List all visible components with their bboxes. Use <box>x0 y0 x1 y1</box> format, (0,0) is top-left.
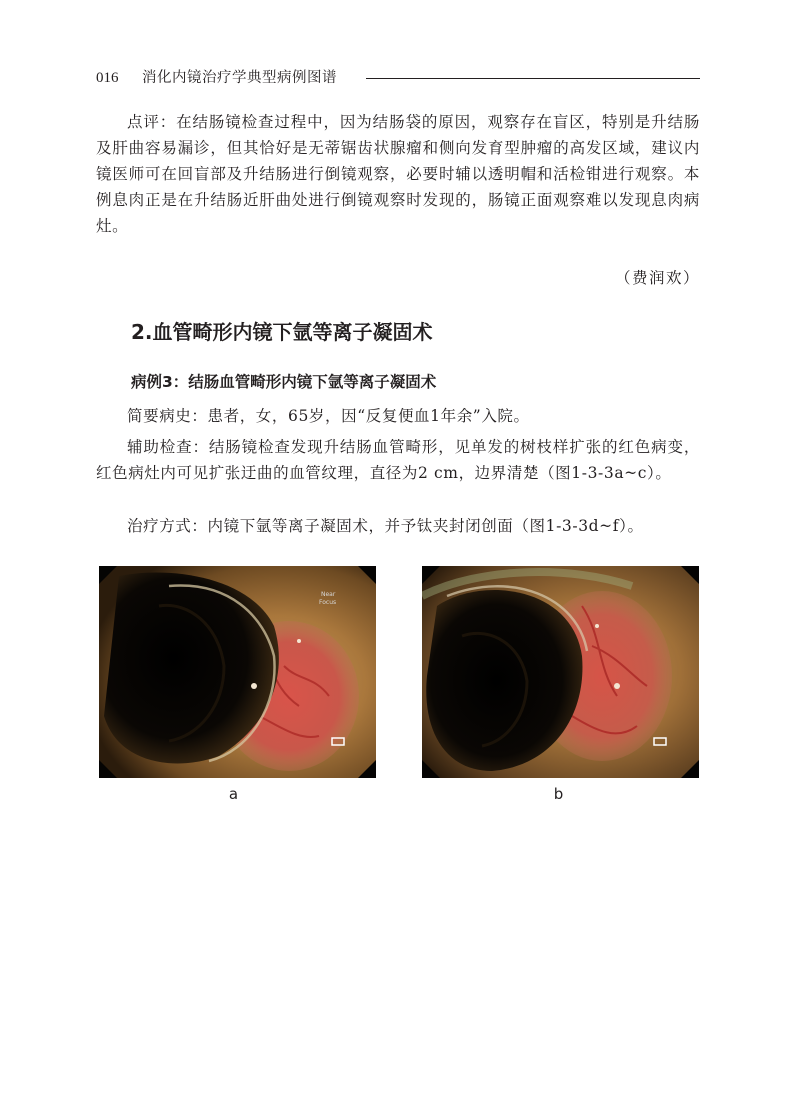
book-title: 消化内镜治疗学典型病例图谱 <box>142 70 337 86</box>
case-treatment: 治疗方式：内镜下氩等离子凝固术，并予钛夹封闭创面（图1-3-3d~f）。 <box>127 517 644 535</box>
figure-label-a: a <box>228 785 239 803</box>
case-exam: 辅助检查：结肠镜检查发现升结肠血管畸形，见单发的树枝样扩张的红色病变，红色病灶内可见扩张迂曲的血管纹理，直径为2 cm，边界清楚（图1-3-3a~c）。 <box>96 438 700 482</box>
comment-paragraph: 点评：在结肠镜检查过程中，因为结肠袋的原因，观察存在盲区，特别是升结肠及肝曲容易漏诊，但其恰好是无蒂锯齿状腺瘤和侧向发育型肿瘤的高发区域，建议内镜医师可在回盲部及升结肠进行倒镜观察，必要时辅以透明帽和活检钳进行观察。本例息肉正是在升结肠近肝曲处进行倒镜观察时发现的，肠镜正面观察难以发现息肉病灶。 <box>96 113 700 235</box>
overlay-focus: Focus <box>319 599 337 606</box>
page-number: 016 <box>96 70 119 86</box>
case-history: 简要病史：患者，女，65岁，因“反复便血1年余”入院。 <box>127 407 530 425</box>
endoscopy-image-b-graphic <box>422 566 699 778</box>
header-rule <box>366 78 700 79</box>
endoscopy-image-b <box>422 566 699 778</box>
comment-author: （费润欢） <box>614 269 700 287</box>
section-title: 2.血管畸形内镜下氩等离子凝固术 <box>131 320 433 344</box>
running-header <box>96 68 700 92</box>
endoscopy-image-a <box>99 566 376 778</box>
overlay-near: Near <box>321 591 336 598</box>
case-title: 病例3：结肠血管畸形内镜下氩等离子凝固术 <box>131 373 437 391</box>
endoscopy-image-a-graphic <box>99 566 376 778</box>
figure-label-b: b <box>553 785 564 803</box>
